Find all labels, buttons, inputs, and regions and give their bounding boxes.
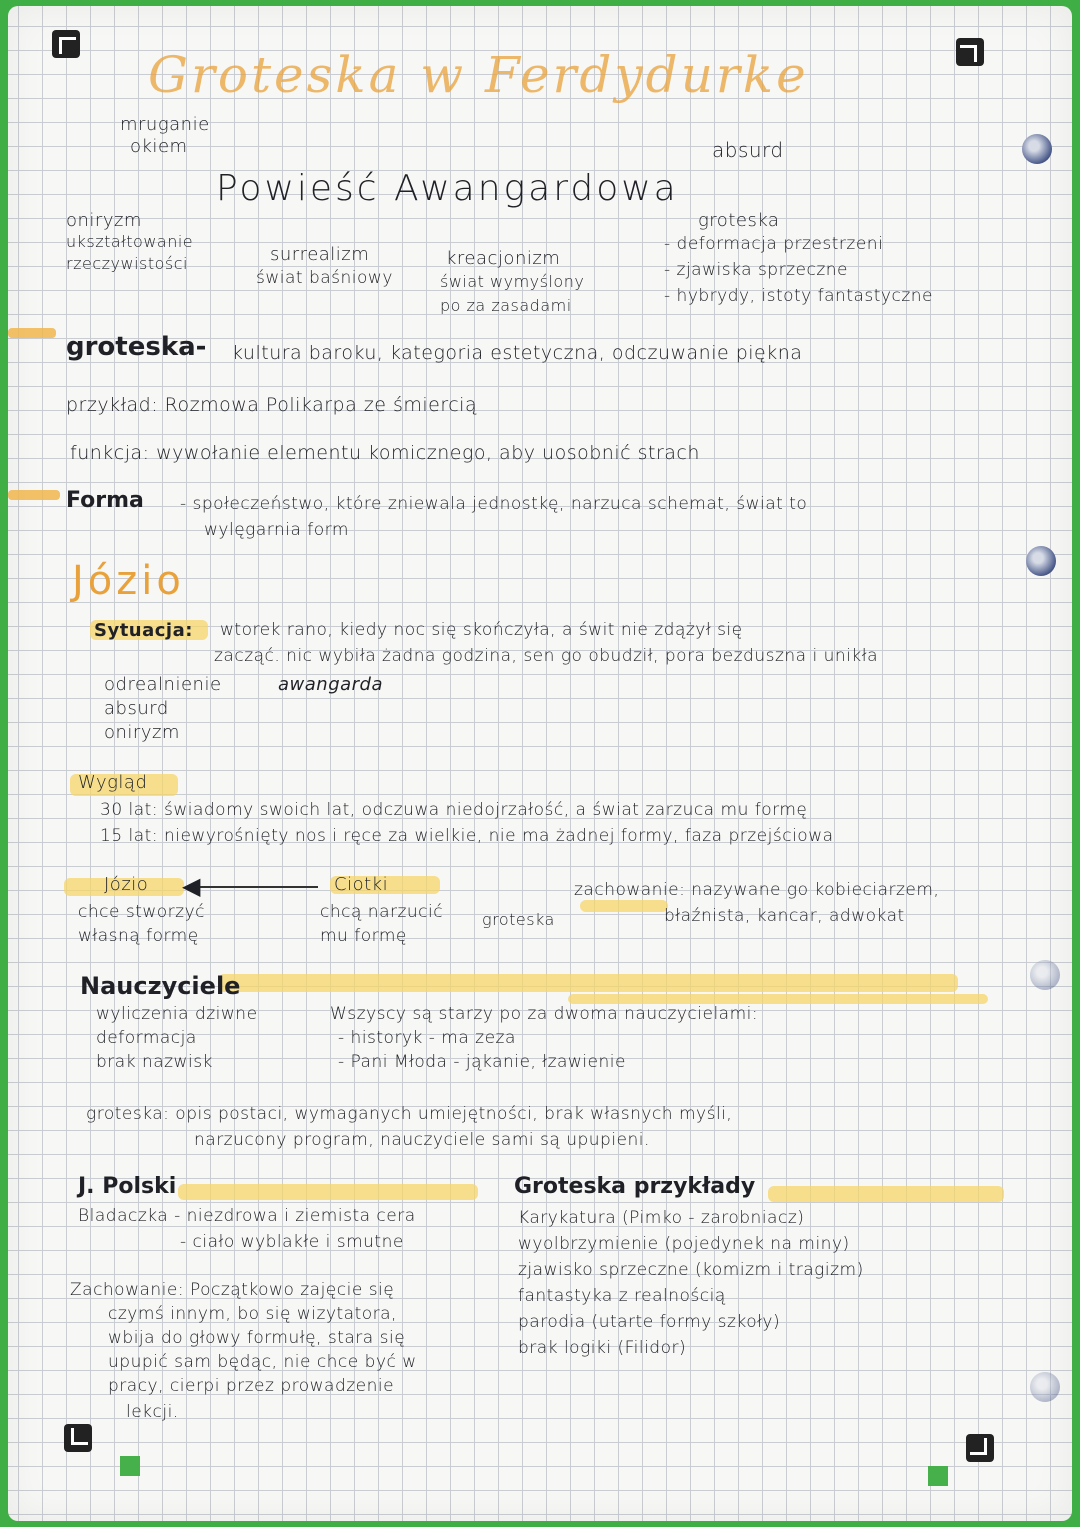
punch-hole xyxy=(1026,546,1056,576)
nauczyciele-left-item: wyliczenia dziwne xyxy=(96,1004,258,1024)
notebook-page xyxy=(8,6,1072,1521)
punch-hole xyxy=(1022,134,1052,164)
oniryzm-label: oniryzm xyxy=(66,210,142,231)
corner-mark-bottom-right xyxy=(966,1434,994,1462)
oniryzm-label: ukształtowanie xyxy=(66,232,194,251)
surrealizm-label: świat baśniowy xyxy=(256,268,393,288)
arrow-left-icon: ◀ xyxy=(182,872,201,900)
groteska-list-item: - deformacja przestrzeni xyxy=(664,234,884,254)
funkcja-line: funkcja: wywołanie elementu komicznego, aby uosobnić strach xyxy=(70,442,700,464)
highlight-marker xyxy=(8,328,56,338)
kreacjonizm-label: kreacjonizm xyxy=(446,248,561,269)
highlight-marker xyxy=(568,994,988,1004)
groteska-list-item: groteska xyxy=(698,210,780,231)
nauczyciele-right-item: - Pani Młoda - jąkanie, łzawienie xyxy=(338,1052,626,1072)
groteska-list-item: - hybrydy, istoty fantastyczne xyxy=(664,286,933,306)
przyklady-item: fantastyka z realnością xyxy=(518,1286,726,1306)
kreacjonizm-label: świat wymyślony xyxy=(440,272,585,291)
mruganie-label: okiem xyxy=(130,136,188,157)
sytuacja-list-item: oniryzm xyxy=(104,722,180,743)
groteska-note: narzucony program, nauczyciele sami są upupieni. xyxy=(194,1130,650,1150)
nauczyciele-right-head: Wszyscy są starzy po za dwoma nauczycielami: xyxy=(330,1004,759,1024)
nauczyciele-left-item: deformacja xyxy=(96,1028,197,1048)
przyklady-item: wyolbrzymienie (pojedynek na miny) xyxy=(518,1234,850,1254)
jozio-box-line: chce stworzyć xyxy=(78,902,205,922)
wyglad-item: 15 lat: niewyrośnięty nos i ręce za wielkie, nie ma żadnej formy, faza przejściowa xyxy=(100,826,834,846)
jpolski-line: - ciało wyblakłe i smutne xyxy=(180,1232,404,1252)
jozio-heading: Józio xyxy=(72,558,185,604)
jpolski-heading: J. Polski xyxy=(78,1174,177,1199)
zachowanie-text: błaźnista, kancar, adwokat xyxy=(664,906,905,926)
groteska-list-item: - zjawiska sprzeczne xyxy=(664,260,848,280)
green-marker-right xyxy=(928,1466,948,1486)
highlight-marker xyxy=(8,490,60,500)
corner-mark-top-left xyxy=(52,30,80,58)
sytuacja-label: Sytuacja: xyxy=(94,620,193,641)
zachowanie-text: zachowanie: nazywane go kobieciarzem, xyxy=(574,880,940,900)
wyglad-label: Wygląd xyxy=(78,772,148,793)
nauczyciele-heading: Nauczyciele xyxy=(80,972,241,1000)
przyklady-item: Karykatura (Pimko - zarobniacz) xyxy=(518,1208,805,1228)
groteska-def-label: groteska- xyxy=(66,332,207,362)
jpolski-zachowanie: Zachowanie: Początkowo zajęcie się xyxy=(70,1280,395,1300)
groteska-brace-label: groteska xyxy=(482,910,555,929)
novel-heading: Powieść Awangardowa xyxy=(216,168,679,209)
przyklady-item: zjawisko sprzeczne (komizm i tragizm) xyxy=(518,1260,864,1280)
ciotki-box-line: chcą narzucić xyxy=(320,902,444,922)
przyklady-item: brak logiki (Filidor) xyxy=(518,1338,687,1358)
page-title: Groteska w Ferdydurke xyxy=(148,46,809,104)
groteska-def-text: kultura baroku, kategoria estetyczna, odczuwanie piękna xyxy=(232,342,803,364)
jozio-box-line: własną formę xyxy=(78,926,199,946)
sytuacja-text: zacząć. nic wybiła żadna godzina, sen go obudził, pora bezduszna i unikła xyxy=(214,646,878,666)
jpolski-zachowanie: lekcji. xyxy=(126,1402,179,1422)
nauczyciele-right-item: - historyk - ma zeza xyxy=(338,1028,516,1048)
punch-hole xyxy=(1030,960,1060,990)
arrow-line xyxy=(198,886,318,888)
jpolski-line: Bladaczka - niezdrowa i ziemista cera xyxy=(78,1206,416,1226)
absurd-label: absurd xyxy=(712,138,784,162)
wyglad-item: 30 lat: świadomy swoich lat, odczuwa niedojrzałość, a świat zarzuca mu formę xyxy=(100,800,808,820)
punch-hole xyxy=(1030,1372,1060,1402)
highlight-marker xyxy=(768,1186,1004,1202)
jozio-box-line: Józio xyxy=(104,874,149,895)
przyklady-heading: Groteska przykłady xyxy=(514,1174,756,1199)
jpolski-zachowanie: czymś innym, bo się wizytatora, xyxy=(108,1304,397,1324)
jpolski-zachowanie: upupić sam będąc, nie chce być w xyxy=(108,1352,417,1372)
przyklad-line: przykład: Rozmowa Polikarpa ze śmiercią xyxy=(66,394,478,416)
jpolski-zachowanie: pracy, cierpi przez prowadzenie xyxy=(108,1376,395,1396)
forma-text: wylęgarnia form xyxy=(204,520,349,540)
sytuacja-list-item: odrealnienie xyxy=(104,674,222,695)
przyklady-item: parodia (utarte formy szkoły) xyxy=(518,1312,781,1332)
nauczyciele-left-item: brak nazwisk xyxy=(96,1052,213,1072)
corner-mark-top-right xyxy=(956,38,984,66)
awangarda-label: awangarda xyxy=(278,674,384,695)
surrealizm-label: surrealizm xyxy=(270,244,370,265)
sytuacja-text: wtorek rano, kiedy noc się skończyła, a świt nie zdążył się xyxy=(220,620,743,640)
corner-mark-bottom-left xyxy=(64,1424,92,1452)
green-marker-left xyxy=(120,1456,140,1476)
ciotki-box-line: Ciotki xyxy=(334,874,389,895)
highlight-marker xyxy=(580,900,668,912)
forma-label: Forma xyxy=(66,488,144,513)
highlight-marker xyxy=(178,1184,478,1200)
groteska-note: groteska: opis postaci, wymaganych umiejętności, brak własnych myśli, xyxy=(86,1104,733,1124)
ciotki-box-line: mu formę xyxy=(320,926,407,946)
sytuacja-list-item: absurd xyxy=(104,698,169,719)
jpolski-zachowanie: wbija do głowy formułę, stara się xyxy=(108,1328,406,1348)
mruganie-label: mruganie xyxy=(120,114,210,135)
highlight-marker xyxy=(218,974,958,992)
oniryzm-label: rzeczywistości xyxy=(66,254,188,273)
kreacjonizm-label: po za zasadami xyxy=(440,296,572,315)
forma-text: - społeczeństwo, które zniewala jednostkę, narzuca schemat, świat to xyxy=(180,494,808,514)
